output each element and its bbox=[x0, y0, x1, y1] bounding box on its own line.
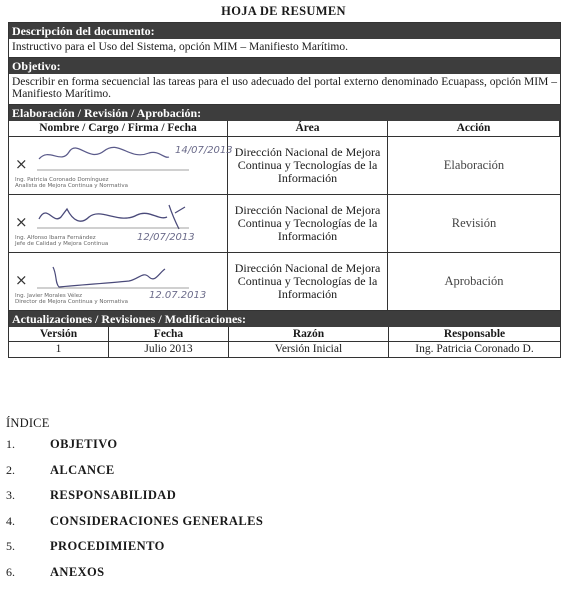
index-number: 6. bbox=[6, 564, 15, 579]
signer-info bbox=[15, 177, 128, 189]
signer-name: Ing. Alfonso Ibarra Fernández bbox=[15, 234, 96, 241]
signer-info bbox=[15, 293, 128, 305]
x-mark: × bbox=[15, 154, 28, 173]
signer-name: Ing. Patricia Coronado Domínguez bbox=[15, 176, 109, 183]
description-text: Instructivo para el Uso del Sistema, opción MIM – Manifiesto Marítimo. bbox=[9, 39, 560, 58]
index-item bbox=[6, 514, 263, 540]
updates-header: Actualizaciones / Revisiones / Modificaciones: bbox=[9, 311, 560, 327]
responsible-cell: Ing. Patricia Coronado D. bbox=[415, 342, 534, 355]
objective-header: Objetivo: bbox=[9, 58, 560, 74]
index-number: 2. bbox=[6, 462, 15, 477]
version-cell: 1 bbox=[9, 342, 109, 357]
index-item bbox=[6, 565, 263, 591]
signature-cell bbox=[9, 253, 228, 311]
signer-title: Director de Mejora Continua y Normativa bbox=[15, 298, 129, 305]
objective-text: Describir en forma secuencial las tareas para el uso adecuado del portal externo denominado Ecuapass, opción MIM – Manifiesto Marítimo. bbox=[9, 74, 560, 105]
x-mark: × bbox=[15, 212, 28, 231]
signature-cell bbox=[9, 137, 233, 195]
column-header-area: Área bbox=[228, 121, 388, 137]
index-number: 4. bbox=[6, 513, 15, 528]
signature-date: 14/07/2013 bbox=[175, 144, 233, 156]
description-header: Descripción del documento: bbox=[9, 23, 560, 39]
index-label: PROCEDIMIENTO bbox=[50, 539, 165, 553]
updates-grid bbox=[9, 327, 560, 357]
signer-info bbox=[15, 235, 108, 247]
index-number: 1. bbox=[6, 437, 15, 451]
action-cell bbox=[388, 137, 560, 195]
area-text: Dirección Nacional de Mejora Continua y Tecnologías de la Información bbox=[234, 144, 381, 185]
approval-header: Elaboración / Revisión / Aprobación: bbox=[9, 105, 560, 121]
index-number: 3. bbox=[6, 488, 15, 502]
action-text: Revisión bbox=[451, 215, 497, 230]
index-label: ALCANCE bbox=[50, 462, 115, 477]
x-mark: × bbox=[15, 270, 28, 289]
column-header-razon: Razón bbox=[229, 327, 389, 342]
index-heading: ÍNDICE bbox=[6, 416, 50, 430]
area-text: Dirección Nacional de Mejora Continua y Tecnologías de la Información bbox=[234, 202, 381, 243]
signature-date: 12.07.2013 bbox=[149, 289, 207, 301]
date-cell: Julio 2013 bbox=[109, 342, 229, 357]
action-text: Aprobación bbox=[444, 273, 504, 288]
column-header-version: Versión bbox=[9, 327, 109, 342]
action-cell bbox=[388, 195, 560, 253]
index-number: 5. bbox=[6, 539, 15, 553]
signature-cell bbox=[9, 195, 228, 253]
action-text: Elaboración bbox=[443, 157, 505, 172]
index-item bbox=[6, 437, 263, 463]
signer-name: Ing. Javier Morales Vélez bbox=[15, 292, 83, 299]
signer-title: Jefe de Calidad y Mejora Continua bbox=[15, 240, 109, 247]
index-item bbox=[6, 463, 263, 489]
index-item bbox=[6, 488, 263, 514]
column-header-accion: Acción bbox=[388, 121, 560, 137]
index-label: ANEXOS bbox=[50, 564, 105, 579]
area-cell bbox=[228, 195, 388, 253]
summary-table bbox=[8, 22, 561, 358]
index-section bbox=[6, 416, 263, 590]
column-header-nombre: Nombre / Cargo / Firma / Fecha bbox=[9, 121, 228, 137]
area-text: Dirección Nacional de Mejora Continua y Tecnologías de la Información bbox=[234, 260, 381, 301]
reason-cell: Versión Inicial bbox=[229, 342, 389, 357]
approval-grid bbox=[9, 121, 560, 311]
index-label: OBJETIVO bbox=[50, 437, 118, 451]
action-cell bbox=[388, 253, 560, 311]
signer-title: Analista de Mejora Continua y Normativa bbox=[15, 182, 128, 189]
page-title: HOJA DE RESUMEN bbox=[221, 4, 346, 18]
index-label: CONSIDERACIONES GENERALES bbox=[50, 513, 264, 528]
column-header-fecha: Fecha bbox=[109, 327, 229, 342]
column-header-responsable: Responsable bbox=[389, 327, 560, 342]
index-item bbox=[6, 539, 263, 565]
area-cell bbox=[228, 137, 388, 195]
area-cell bbox=[228, 253, 388, 311]
index-label: RESPONSABILIDAD bbox=[50, 488, 177, 502]
signature-date: 12/07/2013 bbox=[137, 231, 195, 243]
